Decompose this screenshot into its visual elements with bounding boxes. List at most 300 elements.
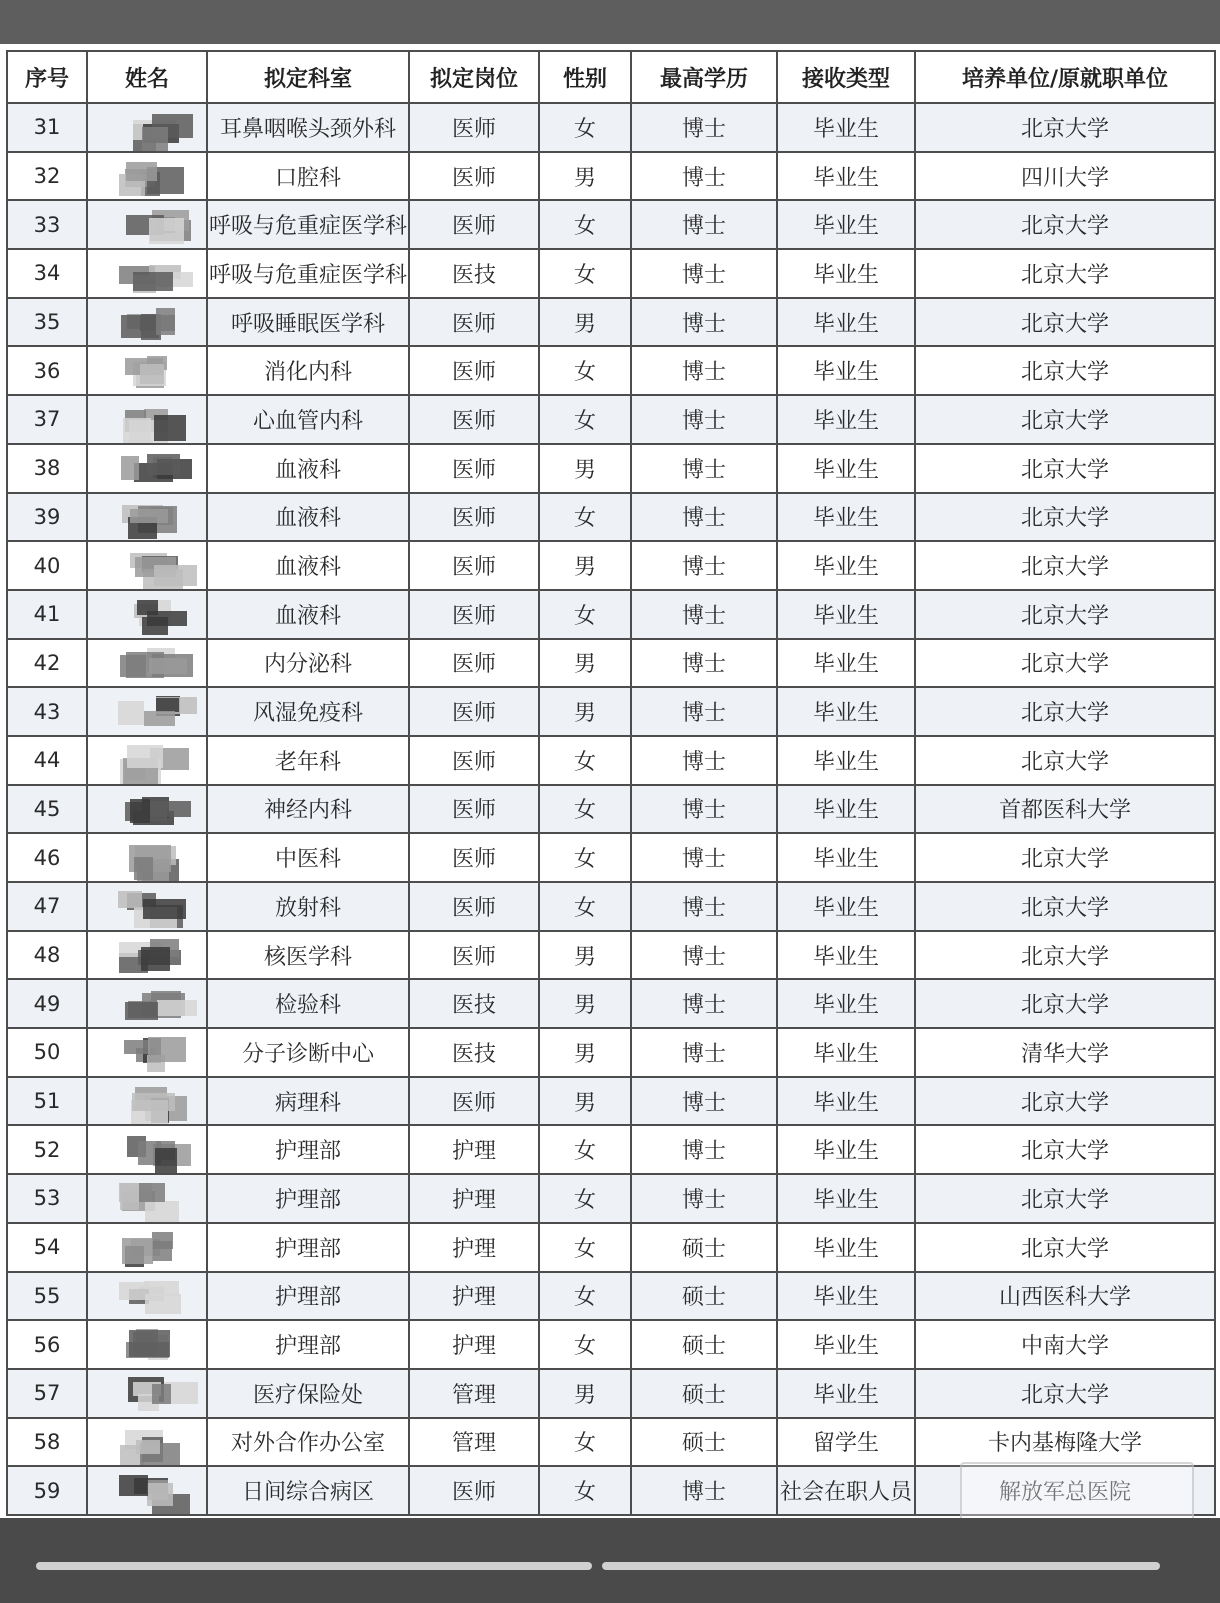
position-cell: 医师 (409, 200, 539, 249)
redaction-block (147, 1483, 173, 1506)
header-position: 拟定岗位 (409, 51, 539, 103)
gender-cell: 女 (539, 249, 631, 298)
gender-cell: 女 (539, 1174, 631, 1223)
index-cell: 56 (7, 1320, 87, 1369)
department-cell: 呼吸与危重症医学科 (207, 200, 409, 249)
table-row (7, 1077, 1215, 1126)
index-cell: 39 (7, 493, 87, 542)
institution-cell: 清华大学 (915, 1028, 1215, 1077)
redacted-name-blur (88, 1176, 206, 1220)
department-cell: 护理部 (207, 1320, 409, 1369)
department-cell: 神经内科 (207, 785, 409, 834)
index-cell: 50 (7, 1028, 87, 1077)
gender-cell: 男 (539, 979, 631, 1028)
department-cell: 风湿免疫科 (207, 687, 409, 736)
name-cell (87, 979, 207, 1028)
redaction-block (130, 799, 150, 823)
department-cell: 护理部 (207, 1125, 409, 1174)
index-cell: 35 (7, 298, 87, 347)
index-cell: 43 (7, 687, 87, 736)
redaction-block (157, 1000, 197, 1016)
degree-cell: 博士 (631, 541, 777, 590)
degree-cell: 博士 (631, 590, 777, 639)
type-cell: 毕业生 (777, 882, 915, 931)
index-cell: 54 (7, 1223, 87, 1272)
gender-cell: 男 (539, 1077, 631, 1126)
department-cell: 日间综合病区 (207, 1466, 409, 1515)
institution-cell: 解放军总医院 (915, 1466, 1215, 1515)
gender-cell: 男 (539, 931, 631, 980)
name-cell (87, 833, 207, 882)
table-row (7, 931, 1215, 980)
gender-cell: 男 (539, 541, 631, 590)
name-cell (87, 103, 207, 152)
scrollbar-right[interactable] (602, 1562, 1160, 1570)
redaction-block (151, 801, 191, 817)
degree-cell: 博士 (631, 1077, 777, 1126)
index-cell: 55 (7, 1272, 87, 1321)
type-cell: 毕业生 (777, 395, 915, 444)
index-cell: 51 (7, 1077, 87, 1126)
index-cell: 58 (7, 1418, 87, 1467)
index-cell: 40 (7, 541, 87, 590)
degree-cell: 博士 (631, 103, 777, 152)
table-row (7, 200, 1215, 249)
redacted-name-blur (88, 690, 206, 734)
department-cell: 血液科 (207, 541, 409, 590)
degree-cell: 博士 (631, 687, 777, 736)
gender-cell: 女 (539, 833, 631, 882)
name-cell (87, 1466, 207, 1515)
name-cell (87, 1174, 207, 1223)
position-cell: 医师 (409, 882, 539, 931)
redaction-block (152, 1241, 172, 1261)
department-cell: 呼吸睡眠医学科 (207, 298, 409, 347)
document-image (0, 44, 1220, 1518)
type-cell: 毕业生 (777, 1272, 915, 1321)
institution-cell: 北京大学 (915, 590, 1215, 639)
type-cell: 毕业生 (777, 1320, 915, 1369)
redaction-block (132, 1093, 175, 1111)
name-cell (87, 1223, 207, 1272)
position-cell: 医师 (409, 1077, 539, 1126)
type-cell: 毕业生 (777, 541, 915, 590)
redacted-name-blur (88, 105, 206, 149)
redacted-name-blur (88, 397, 206, 441)
redaction-block (125, 1002, 158, 1020)
department-cell: 呼吸与危重症医学科 (207, 249, 409, 298)
degree-cell: 博士 (631, 1125, 777, 1174)
position-cell: 管理 (409, 1418, 539, 1467)
type-cell: 毕业生 (777, 979, 915, 1028)
name-cell (87, 1418, 207, 1467)
name-cell (87, 590, 207, 639)
degree-cell: 博士 (631, 298, 777, 347)
table-row (7, 785, 1215, 834)
department-cell: 医疗保险处 (207, 1369, 409, 1418)
department-cell: 血液科 (207, 444, 409, 493)
redaction-block (134, 857, 153, 880)
type-cell: 毕业生 (777, 1369, 915, 1418)
redacted-name-blur (88, 836, 206, 880)
degree-cell: 博士 (631, 152, 777, 201)
gender-cell: 女 (539, 590, 631, 639)
index-cell: 31 (7, 103, 87, 152)
department-cell: 消化内科 (207, 346, 409, 395)
redacted-name-blur (88, 495, 206, 539)
gender-cell: 女 (539, 785, 631, 834)
index-cell: 32 (7, 152, 87, 201)
institution-cell: 北京大学 (915, 1369, 1215, 1418)
degree-cell: 博士 (631, 346, 777, 395)
redaction-block (124, 1040, 150, 1054)
institution-cell: 北京大学 (915, 103, 1215, 152)
table-row (7, 639, 1215, 688)
redacted-name-blur (88, 300, 206, 344)
degree-cell: 硕士 (631, 1272, 777, 1321)
redacted-name-blur (88, 349, 206, 393)
institution-cell: 北京大学 (915, 833, 1215, 882)
gender-cell: 女 (539, 1418, 631, 1467)
gender-cell: 女 (539, 736, 631, 785)
type-cell: 毕业生 (777, 298, 915, 347)
header-type: 接收类型 (777, 51, 915, 103)
type-cell: 毕业生 (777, 152, 915, 201)
department-cell: 老年科 (207, 736, 409, 785)
table-row (7, 882, 1215, 931)
degree-cell: 博士 (631, 493, 777, 542)
redaction-block (127, 745, 163, 768)
position-cell: 医技 (409, 1028, 539, 1077)
position-cell: 医师 (409, 639, 539, 688)
name-cell (87, 493, 207, 542)
name-cell (87, 736, 207, 785)
table-row (7, 1125, 1215, 1174)
institution-cell: 北京大学 (915, 931, 1215, 980)
position-cell: 医师 (409, 785, 539, 834)
gender-cell: 女 (539, 200, 631, 249)
redacted-name-blur (88, 544, 206, 588)
institution-cell: 北京大学 (915, 1125, 1215, 1174)
header-row (7, 51, 1215, 103)
institution-cell: 卡内基梅隆大学 (915, 1418, 1215, 1467)
institution-cell: 北京大学 (915, 298, 1215, 347)
degree-cell: 硕士 (631, 1223, 777, 1272)
institution-cell: 山西医科大学 (915, 1272, 1215, 1321)
institution-cell: 北京大学 (915, 346, 1215, 395)
gender-cell: 女 (539, 103, 631, 152)
redaction-block (147, 454, 180, 475)
gender-cell: 男 (539, 298, 631, 347)
recruitment-table (6, 50, 1216, 1516)
redacted-name-blur (88, 1079, 206, 1123)
institution-cell: 北京大学 (915, 1077, 1215, 1126)
name-cell (87, 687, 207, 736)
degree-cell: 博士 (631, 785, 777, 834)
type-cell: 毕业生 (777, 444, 915, 493)
redacted-name-blur (88, 1225, 206, 1269)
name-cell (87, 931, 207, 980)
index-cell: 47 (7, 882, 87, 931)
redaction-block (136, 1440, 160, 1454)
gender-cell: 男 (539, 1369, 631, 1418)
institution-cell: 北京大学 (915, 736, 1215, 785)
redacted-name-blur (88, 1371, 206, 1415)
degree-cell: 博士 (631, 249, 777, 298)
header-institution: 培养单位/原就职单位 (915, 51, 1215, 103)
redacted-name-blur (88, 933, 206, 977)
gender-cell: 女 (539, 1272, 631, 1321)
degree-cell: 博士 (631, 833, 777, 882)
redaction-block (139, 1183, 165, 1202)
redaction-block (155, 1148, 177, 1174)
position-cell: 医师 (409, 833, 539, 882)
institution-cell: 北京大学 (915, 1223, 1215, 1272)
name-cell (87, 1028, 207, 1077)
degree-cell: 硕士 (631, 1369, 777, 1418)
gender-cell: 女 (539, 1466, 631, 1515)
name-cell (87, 444, 207, 493)
type-cell: 留学生 (777, 1418, 915, 1467)
table-row (7, 152, 1215, 201)
position-cell: 管理 (409, 1369, 539, 1418)
table-row (7, 541, 1215, 590)
name-cell (87, 346, 207, 395)
table-row (7, 1028, 1215, 1077)
type-cell: 毕业生 (777, 1174, 915, 1223)
name-cell (87, 882, 207, 931)
position-cell: 医师 (409, 736, 539, 785)
gender-cell: 男 (539, 687, 631, 736)
name-cell (87, 1077, 207, 1126)
degree-cell: 博士 (631, 931, 777, 980)
department-cell: 放射科 (207, 882, 409, 931)
table-row (7, 833, 1215, 882)
table-row (7, 493, 1215, 542)
top-bar (0, 0, 1220, 44)
redaction-block (140, 364, 164, 384)
institution-cell: 中南大学 (915, 1320, 1215, 1369)
redaction-block (149, 658, 187, 674)
position-cell: 医师 (409, 1466, 539, 1515)
gender-cell: 女 (539, 1320, 631, 1369)
position-cell: 医师 (409, 541, 539, 590)
index-cell: 33 (7, 200, 87, 249)
degree-cell: 博士 (631, 444, 777, 493)
position-cell: 护理 (409, 1272, 539, 1321)
position-cell: 护理 (409, 1223, 539, 1272)
position-cell: 医师 (409, 444, 539, 493)
redacted-name-blur (88, 203, 206, 247)
department-cell: 分子诊断中心 (207, 1028, 409, 1077)
index-cell: 57 (7, 1369, 87, 1418)
redaction-block (156, 308, 175, 335)
department-cell: 病理科 (207, 1077, 409, 1126)
table-row (7, 103, 1215, 152)
department-cell: 血液科 (207, 590, 409, 639)
institution-cell: 北京大学 (915, 493, 1215, 542)
position-cell: 护理 (409, 1320, 539, 1369)
table-row (7, 249, 1215, 298)
degree-cell: 硕士 (631, 1320, 777, 1369)
type-cell: 毕业生 (777, 1028, 915, 1077)
index-cell: 48 (7, 931, 87, 980)
table-row (7, 736, 1215, 785)
type-cell: 毕业生 (777, 931, 915, 980)
header-name: 姓名 (87, 51, 207, 103)
type-cell: 毕业生 (777, 1077, 915, 1126)
department-cell: 中医科 (207, 833, 409, 882)
type-cell: 毕业生 (777, 736, 915, 785)
redaction-block (144, 711, 175, 726)
index-cell: 34 (7, 249, 87, 298)
name-cell (87, 1272, 207, 1321)
name-cell (87, 298, 207, 347)
degree-cell: 博士 (631, 736, 777, 785)
redaction-block (141, 947, 170, 971)
redaction-block (145, 1294, 181, 1314)
name-cell (87, 395, 207, 444)
gender-cell: 男 (539, 639, 631, 688)
name-cell (87, 1369, 207, 1418)
redaction-block (152, 1384, 171, 1404)
type-cell: 社会在职人员 (777, 1466, 915, 1515)
redaction-block (121, 456, 139, 480)
institution-cell: 北京大学 (915, 639, 1215, 688)
table-row (7, 444, 1215, 493)
bottom-bar (0, 1518, 1220, 1603)
type-cell: 毕业生 (777, 200, 915, 249)
redaction-block (143, 899, 186, 919)
department-cell: 检验科 (207, 979, 409, 1028)
redacted-name-blur (88, 1128, 206, 1172)
redacted-name-blur (88, 738, 206, 782)
redacted-name-blur (88, 251, 206, 295)
degree-cell: 博士 (631, 395, 777, 444)
degree-cell: 硕士 (631, 1418, 777, 1467)
table-row (7, 1320, 1215, 1369)
department-cell: 护理部 (207, 1272, 409, 1321)
type-cell: 毕业生 (777, 785, 915, 834)
table-row (7, 395, 1215, 444)
position-cell: 医师 (409, 687, 539, 736)
institution-cell: 北京大学 (915, 1174, 1215, 1223)
header-gender: 性别 (539, 51, 631, 103)
redaction-block (123, 418, 151, 443)
redaction-block (142, 617, 168, 635)
type-cell: 毕业生 (777, 639, 915, 688)
table-row (7, 1223, 1215, 1272)
index-cell: 45 (7, 785, 87, 834)
department-cell: 内分泌科 (207, 639, 409, 688)
department-cell: 耳鼻咽喉头颈外科 (207, 103, 409, 152)
position-cell: 医师 (409, 395, 539, 444)
institution-cell: 北京大学 (915, 249, 1215, 298)
index-cell: 49 (7, 979, 87, 1028)
index-cell: 42 (7, 639, 87, 688)
redaction-block (119, 1475, 148, 1496)
position-cell: 医师 (409, 103, 539, 152)
table-row (7, 298, 1215, 347)
degree-cell: 博士 (631, 1174, 777, 1223)
type-cell: 毕业生 (777, 687, 915, 736)
type-cell: 毕业生 (777, 346, 915, 395)
position-cell: 护理 (409, 1174, 539, 1223)
department-cell: 护理部 (207, 1174, 409, 1223)
index-cell: 52 (7, 1125, 87, 1174)
index-cell: 46 (7, 833, 87, 882)
degree-cell: 博士 (631, 639, 777, 688)
header-department: 拟定科室 (207, 51, 409, 103)
institution-cell: 北京大学 (915, 444, 1215, 493)
scrollbar-left[interactable] (36, 1562, 592, 1570)
degree-cell: 博士 (631, 1466, 777, 1515)
index-cell: 36 (7, 346, 87, 395)
redacted-name-blur (88, 1274, 206, 1318)
gender-cell: 男 (539, 1028, 631, 1077)
redaction-block (130, 509, 168, 523)
redacted-name-blur (88, 1323, 206, 1367)
redaction-block (122, 1238, 153, 1264)
redaction-block (149, 218, 184, 244)
redacted-name-blur (88, 1469, 206, 1513)
gender-cell: 女 (539, 1125, 631, 1174)
position-cell: 医师 (409, 346, 539, 395)
table-row (7, 1272, 1215, 1321)
index-cell: 37 (7, 395, 87, 444)
degree-cell: 博士 (631, 1028, 777, 1077)
position-cell: 医师 (409, 298, 539, 347)
header-index: 序号 (7, 51, 87, 103)
name-cell (87, 541, 207, 590)
name-cell (87, 1125, 207, 1174)
redacted-name-blur (88, 787, 206, 831)
index-cell: 59 (7, 1466, 87, 1515)
name-cell (87, 200, 207, 249)
redacted-name-blur (88, 592, 206, 636)
table-row (7, 590, 1215, 639)
gender-cell: 女 (539, 493, 631, 542)
type-cell: 毕业生 (777, 103, 915, 152)
position-cell: 医技 (409, 249, 539, 298)
department-cell: 对外合作办公室 (207, 1418, 409, 1467)
name-cell (87, 249, 207, 298)
redaction-block (145, 1201, 179, 1222)
table-row (7, 1418, 1215, 1467)
department-cell: 血液科 (207, 493, 409, 542)
redacted-name-blur (88, 641, 206, 685)
department-cell: 心血管内科 (207, 395, 409, 444)
type-cell: 毕业生 (777, 1125, 915, 1174)
redaction-block (120, 655, 146, 677)
gender-cell: 女 (539, 1223, 631, 1272)
name-cell (87, 152, 207, 201)
table-row (7, 1369, 1215, 1418)
redaction-block (118, 701, 144, 725)
redaction-block (154, 415, 186, 441)
position-cell: 医师 (409, 152, 539, 201)
redaction-block (129, 1330, 170, 1357)
redacted-name-blur (88, 982, 206, 1026)
department-cell: 护理部 (207, 1223, 409, 1272)
redaction-block (133, 272, 173, 291)
name-cell (87, 1320, 207, 1369)
redaction-block (137, 600, 158, 615)
type-cell: 毕业生 (777, 833, 915, 882)
redaction-block (156, 698, 179, 712)
redaction-block (120, 1183, 139, 1210)
institution-cell: 北京大学 (915, 979, 1215, 1028)
